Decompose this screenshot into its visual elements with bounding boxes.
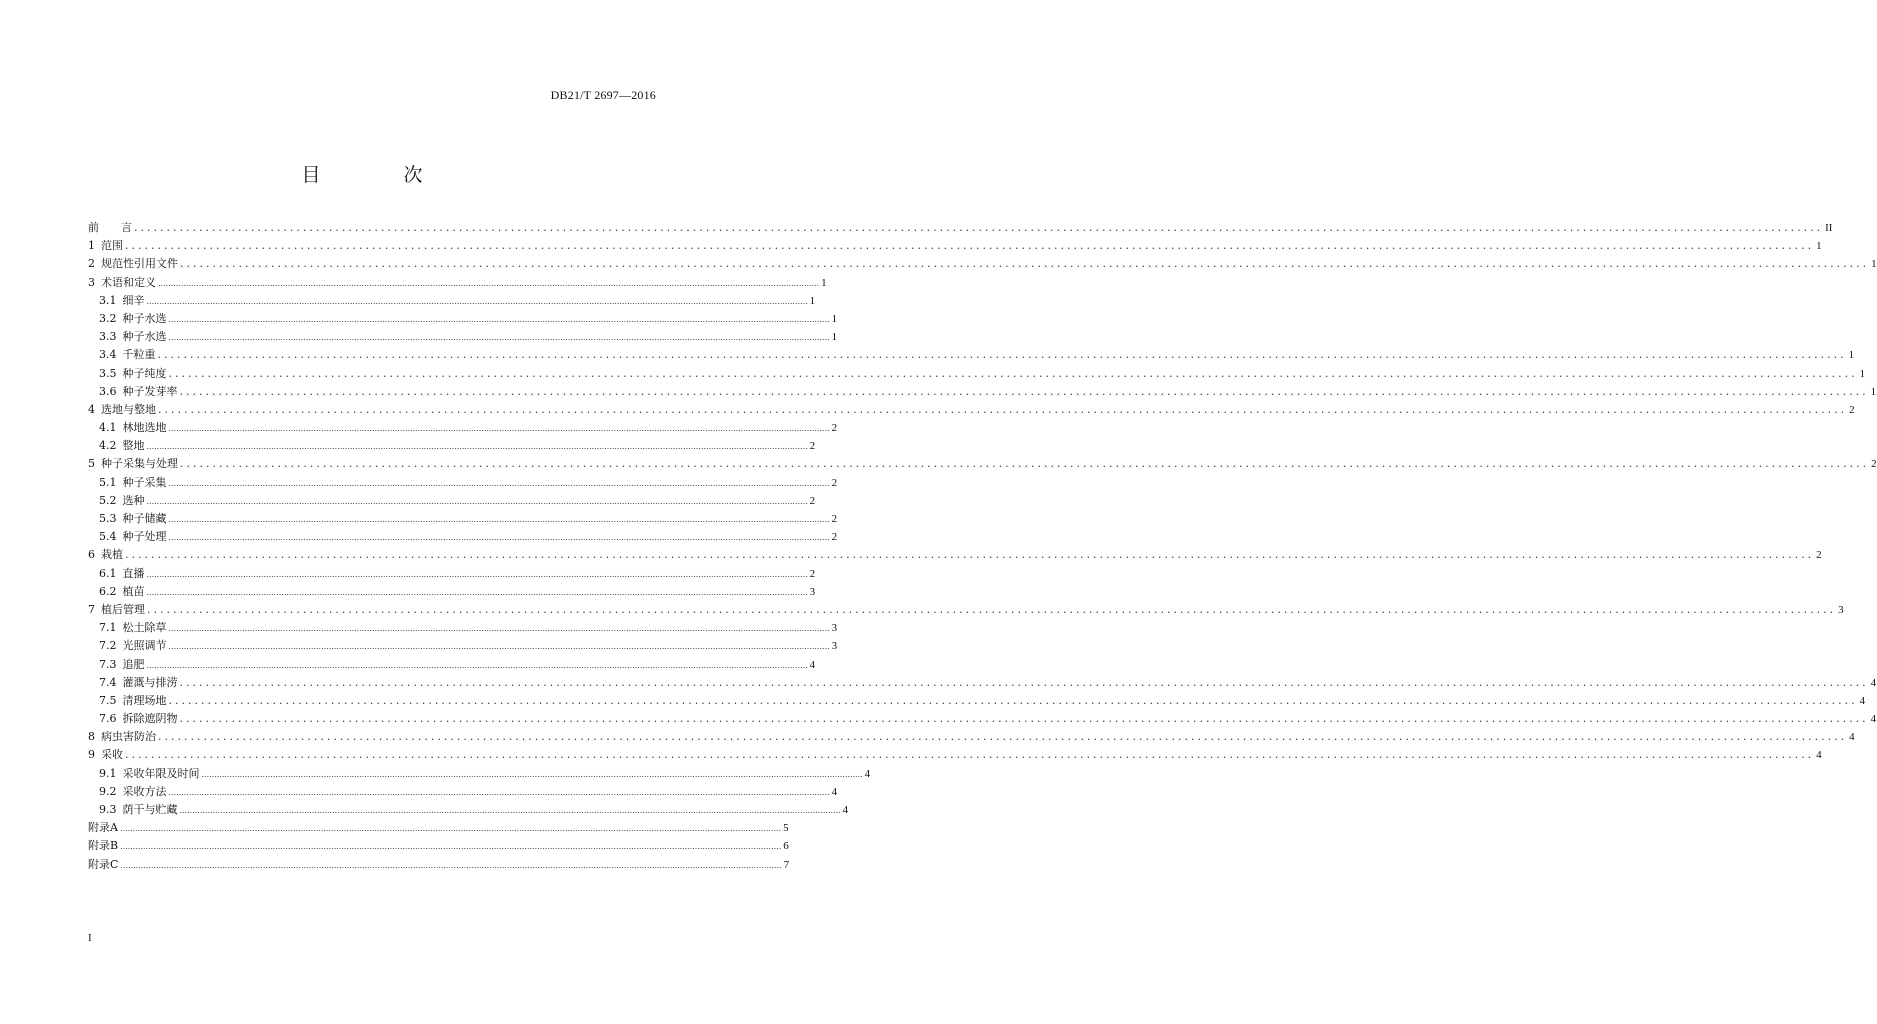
dot-leader: .................................................................................................................................................................................................................................................................... [125,548,1815,562]
dot-leader: .................................................................................................................................................................................................................................................................... [168,624,830,634]
toc-entry-page-number: 3 [1838,603,1844,616]
toc-entry-number: 7.2 [99,639,117,653]
toc-entry-number: 4.2 [99,439,117,453]
toc-entry-number: 7.4 [99,675,117,689]
toc-entry-number: 7.3 [99,657,117,671]
toc-entry[interactable] [88,419,838,437]
toc-entry-label: 清理场地 [122,693,167,707]
toc-entry[interactable] [88,692,1866,710]
toc-entry-page-number: 4 [864,767,871,780]
toc-entry-number: 1 [88,239,95,253]
dot-leader: .................................................................................................................................................................................................................................................................... [168,515,830,524]
page-title: 目 次 [301,164,455,186]
toc-entry[interactable] [88,728,1855,746]
toc-entry-page-number: 7 [783,858,790,871]
toc-entry[interactable] [88,746,1822,764]
toc-entry-page-number: 2 [1871,458,1877,471]
dot-leader: .................................................................................................................................................................................................................................................................... [168,642,830,652]
toc-entry-page-number: 3 [831,640,838,653]
toc-entry-page-number: 1 [1870,385,1877,398]
dot-leader: .................................................................................................................................................................................................................................................................... [146,496,808,506]
toc-entry-label: 林地选地 [122,421,167,435]
toc-entry[interactable] [88,619,838,637]
toc-entry-number: 4.1 [99,421,117,435]
toc-entry-label: 直播 [122,566,145,580]
toc-entry[interactable] [88,474,838,492]
toc-entry-label: 拆除遮阴物 [122,712,178,726]
toc-entry-page-number: 4 [1816,749,1822,762]
toc-entry-page-number: 2 [831,422,838,435]
toc-entry[interactable] [88,383,1877,401]
toc-entry[interactable] [88,801,849,819]
toc-entry[interactable] [88,765,871,783]
toc-entry-page-number: 2 [831,513,838,525]
toc-entry-number: 5 [88,457,95,471]
toc-entry-page-number: 2 [809,567,816,580]
toc-entry-label: 采收方法 [122,784,167,798]
toc-entry-label: 附录B [88,839,119,853]
toc-entry-number: 9.1 [99,766,117,780]
dot-leader: .................................................................................................................................................................................................................................................................... [168,693,1858,707]
toc-entry-number: 6.2 [99,584,117,598]
toc-entry-page-number: 1 [1848,349,1855,362]
toc-entry-label: 种子处理 [122,530,167,544]
toc-entry-page-number: 4 [842,804,849,816]
dot-leader: .................................................................................................................................................................................................................................................................... [168,533,830,543]
toc-entry-label: 选种 [122,493,145,507]
toc-entry-number: 3.4 [99,348,117,362]
toc-entry[interactable] [88,510,838,528]
toc-entry-label: 种子采集与处理 [101,457,178,471]
toc-entry-label: 采收年限及时间 [122,766,200,780]
toc-entry-label: 病虫害防治 [101,730,156,744]
toc-entry-page-number: 2 [809,494,816,507]
toc-entry[interactable] [88,237,1822,255]
standard-code: DB21/T 2697—2016 [550,88,656,102]
toc-entry-page-number: 1 [831,312,838,325]
toc-entry[interactable] [88,437,816,455]
toc-entry-label: 细辛 [122,293,145,307]
toc-entry-page-number: 2 [1849,403,1855,416]
toc-entry-number: 2 [88,257,95,271]
toc-entry[interactable] [88,546,1822,564]
toc-entry[interactable] [88,292,816,310]
toc-entry-page-number: 1 [1816,240,1822,253]
toc-entry[interactable] [88,455,1877,473]
dot-leader: .................................................................................................................................................................................................................................................................... [146,660,808,670]
dot-leader: .................................................................................................................................................................................................................................................................... [120,842,782,852]
dot-leader: .................................................................................................................................................................................................................................................................... [158,730,1848,744]
toc-entry-page-number: 1 [1859,367,1866,380]
dot-leader: .................................................................................................................................................................................................................................................................... [146,442,808,452]
toc-entry-label: 附录A [88,821,118,835]
toc-entry[interactable] [88,492,816,510]
dot-leader: .................................................................................................................................................................................................................................................................... [168,424,830,434]
toc-entry-number: 7.6 [99,712,117,726]
toc-entry[interactable] [88,310,838,328]
toc-entry-page-number: 4 [1859,694,1866,707]
toc-entry-label: 栽植 [101,548,123,562]
dot-leader: .................................................................................................................................................................................................................................................................... [146,296,808,306]
toc-entry-number: 5.1 [99,475,117,489]
toc-entry-number: 3.3 [99,330,117,344]
toc-entry-page-number: 4 [1870,713,1877,726]
toc-entry-page-number: 4 [831,785,838,798]
dot-leader: .................................................................................................................................................................................................................................................................... [158,402,1848,416]
toc-entry-label: 光照调节 [122,639,167,653]
toc-entry-page-number: 1 [831,331,838,344]
toc-entry-number: 6.1 [99,566,117,580]
toc-entry[interactable] [88,528,838,546]
toc-entry-number: 6 [88,548,95,562]
toc-entry-number: 9 [88,748,95,762]
toc-entry-page-number: 1 [1871,258,1877,271]
toc-entry-page-number: 2 [831,476,838,489]
toc-entry[interactable] [88,255,1877,273]
dot-leader: .................................................................................................................................................................................................................................................................... [168,478,830,488]
toc-entry[interactable] [88,346,1855,364]
dot-leader: .................................................................................................................................................................................................................................................................... [180,257,1870,271]
dot-leader: .................................................................................................................................................................................................................................................................... [146,569,808,579]
dot-leader: .................................................................................................................................................................................................................................................................... [201,769,863,779]
dot-leader: .................................................................................................................................................................................................................................................................... [168,333,830,343]
toc-entry-label: 种子纯度 [122,366,167,380]
dot-leader: .................................................................................................................................................................................................................................................................... [119,824,782,834]
toc-entry-number: 3.5 [99,366,117,380]
toc-entry[interactable] [88,710,1877,728]
toc-entry-label: 整地 [122,439,145,453]
dot-leader: .................................................................................................................................................................................................................................................................... [158,278,820,288]
toc-entry-label: 种子采集 [122,475,167,489]
toc-entry-page-number: 2 [809,440,816,453]
toc-entry-label: 松土除草 [122,621,167,635]
toc-entry-number: 7.1 [99,621,117,635]
toc-entry-page-number: 2 [831,531,838,544]
toc-entry[interactable] [88,819,789,837]
toc-entry-number: 4 [88,402,95,416]
toc-entry-number: 3.1 [99,293,117,307]
table-of-contents [88,219,1877,874]
toc-entry-label: 千粒重 [122,348,156,362]
toc-entry[interactable] [88,274,827,292]
dot-leader: .................................................................................................................................................................................................................................................................... [179,675,1869,689]
toc-entry[interactable] [88,565,816,583]
toc-entry[interactable] [88,328,838,346]
toc-entry[interactable] [88,674,1877,692]
toc-entry-number: 3.2 [99,311,117,325]
toc-entry-page-number: 5 [783,822,789,835]
toc-entry-number: 5.2 [99,493,117,507]
toc-entry-number: 7 [88,602,95,616]
toc-entry-label: 荫干与贮藏 [122,803,178,816]
dot-leader: .................................................................................................................................................................................................................................................................... [179,712,1869,726]
toc-entry-label: 植后管理 [101,602,145,616]
toc-entry[interactable] [88,656,816,674]
toc-entry-label: 范围 [101,239,123,253]
toc-entry-label: 追肥 [122,657,145,671]
dot-leader: .................................................................................................................................................................................................................................................................... [180,457,1870,471]
toc-entry[interactable] [88,837,789,855]
toc-entry-label: 种子发芽率 [122,384,178,398]
toc-entry-label: 前 言 [88,221,132,234]
dot-leader: .................................................................................................................................................................................................................................................................... [179,806,841,815]
toc-entry-label: 附录C [88,857,119,871]
toc-entry-label: 规范性引用文件 [101,257,178,271]
toc-entry-page-number: 4 [1849,731,1855,744]
dot-leader: .................................................................................................................................................................................................................................................................... [168,787,830,797]
dot-leader: .................................................................................................................................................................................................................................................................... [134,221,1824,234]
toc-entry[interactable] [88,783,838,801]
toc-entry-number: 8 [88,730,95,744]
toc-entry[interactable] [88,583,816,601]
toc-entry-number: 5.4 [99,530,117,544]
toc-entry-label: 种子水选 [122,311,167,325]
toc-entry-page-number: 1 [809,294,816,307]
toc-entry-number: 3.6 [99,384,117,398]
toc-entry-number: 3 [88,275,95,289]
toc-entry-number: 9.3 [99,803,117,816]
toc-entry-page-number: 6 [783,840,789,853]
dot-leader: .................................................................................................................................................................................................................................................................... [125,748,1815,762]
dot-leader: .................................................................................................................................................................................................................................................................... [168,366,1858,380]
dot-leader: .................................................................................................................................................................................................................................................................... [146,587,808,597]
toc-entry-page-number: 4 [1870,676,1877,689]
toc-entry-label: 术语和定义 [101,275,156,289]
toc-entry[interactable] [88,401,1855,419]
toc-entry-label: 种子储藏 [122,512,167,525]
toc-entry[interactable] [88,365,1866,383]
dot-leader: .................................................................................................................................................................................................................................................................... [125,239,1815,253]
toc-entry-page-number: 1 [821,276,827,289]
toc-entry-label: 种子水选 [122,330,167,344]
toc-entry-number: 5.3 [99,512,117,525]
dot-leader: .................................................................................................................................................................................................................................................................... [120,860,782,870]
toc-entry-number: 9.2 [99,784,117,798]
dot-leader: .................................................................................................................................................................................................................................................................... [179,384,1869,398]
toc-entry-label: 采收 [101,748,123,762]
toc-entry[interactable] [88,637,838,655]
toc-entry[interactable] [88,856,790,874]
toc-entry[interactable] [88,601,1844,619]
toc-entry-page-number: 4 [809,658,816,671]
toc-entry-label: 植苗 [122,584,145,598]
toc-entry-page-number: 3 [809,585,816,598]
page-folio: I [88,932,92,944]
toc-entry-page-number: 3 [831,622,838,635]
toc-entry-label: 选地与整地 [101,402,156,416]
toc-entry-page-number: II [1825,222,1833,234]
toc-entry-number: 7.5 [99,693,117,707]
dot-leader: .................................................................................................................................................................................................................................................................... [147,602,1837,616]
dot-leader: .................................................................................................................................................................................................................................................................... [168,314,830,324]
dot-leader: .................................................................................................................................................................................................................................................................... [157,348,1847,362]
toc-entry-label: 灌溉与排涝 [122,675,178,689]
toc-entry[interactable] [88,219,1833,237]
toc-entry-page-number: 2 [1816,549,1822,562]
